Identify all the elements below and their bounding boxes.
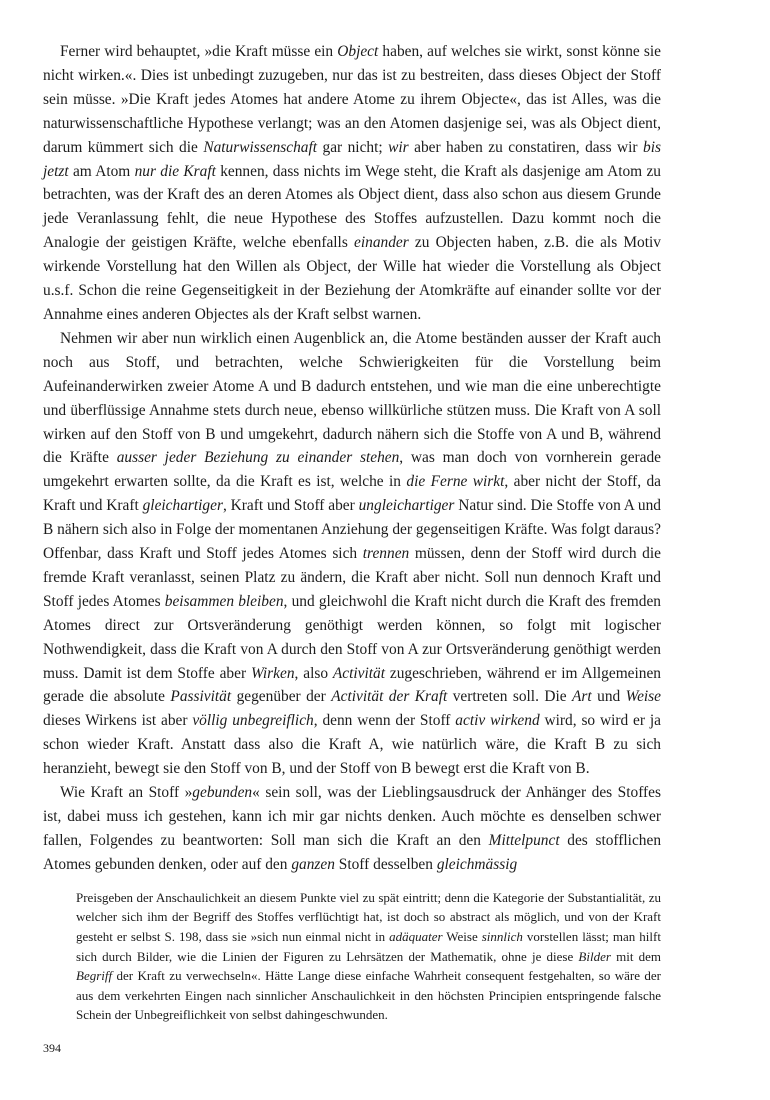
text-run: Stoff desselben — [334, 855, 437, 873]
italic-text-run: Begriff — [76, 968, 113, 984]
page-number: 394 — [43, 1041, 61, 1055]
text-run: und — [591, 688, 626, 706]
italic-text-run: ungleichartiger — [358, 497, 455, 515]
italic-text-run: Activität — [332, 664, 386, 682]
text-run: Weise — [442, 928, 482, 944]
text-run: wird, so wird er ja schon wieder Kraft. Anstatt dass also die Kraft A, wie natürlich wäre, die Kraft B zu sich heranzieht, bewegt sie den Stoff von B, und der Stoff von B bewegt erst die Kraft von B. — [43, 712, 661, 778]
italic-text-run: gebunden — [192, 784, 253, 802]
text-run: zugeschrieben, während er im Allgemeinen gerade die absolute — [43, 664, 661, 706]
italic-text-run: adäquater — [389, 928, 443, 944]
text-run: der Kraft zu verwechseln«. Hätte Lange diese einfache Wahrheit consequent festgehalten, so wäre der aus dem verkehrten Eingen nach sinnlicher Anschaulichkeit in den höchsten Principien entspringende falsche Schein der Unbegreiflichkeit von selbst dahingeschwunden. — [76, 968, 661, 1023]
text-run: « sein soll, was der Lieblingsausdruck der Anhänger des Stoffes ist, dabei muss ich gestehen, kann ich mir gar nichts denken. Auch möchte es denselben schwer fallen, Folgendes zu beantworten: Soll man sich die Kraft an den — [43, 784, 661, 849]
italic-text-run: Bilder — [578, 948, 611, 964]
italic-text-run: völlig unbegreiflich — [192, 712, 314, 730]
italic-text-run: Activität der Kraft — [331, 688, 448, 706]
footnote-block — [43, 888, 661, 1025]
text-run: zu Objecten haben, z.B. die als Motiv wirkende Vorstellung hat den Willen als Object, der Wille hat wieder die Vorstellung als Object u.s.f. Schon die reine Gegenseitigkeit in der Beziehung der Atomkräfte auf einander sollte vor der Annahme eines anderen Objectes als der Kraft selbst warnen. — [43, 234, 661, 323]
text-run: Nehmen wir aber nun wirklich einen Augenblick an, die Atome beständen ausser der Kraft auch noch aus Stoff, und betrachten, welche Schwierigkeiten für die Vorstellung beim Aufeinanderwirken zweier Atome A und B dadurch entstehen, und wie man die eine unberechtigte und überflüssige Annahme stets durch neue, ebenso willkürliche stützen muss. Die Kraft von A soll wirken auf den Stoff von B und umgekehrt, dadurch nähern sich die Stoffe von A und B, während die Kräfte — [43, 329, 661, 467]
body-paragraph — [43, 781, 661, 877]
text-run: , Kraft und Stoff aber — [222, 497, 359, 515]
italic-text-run: Object — [337, 43, 379, 60]
text-run: , also — [294, 664, 333, 682]
text-run: vorstellen lässt; man hilft sich durch Bilder, wie die Linien der Figuren zu Lehrsätzen der Mathematik, ohne je diese — [76, 928, 661, 964]
italic-text-run: beisammen bleiben — [164, 592, 284, 610]
italic-text-run: Mittelpunct — [488, 831, 560, 849]
text-run: Natur sind. Die Stoffe von A und B nähern sich also in Folge der momentanen Anziehung der gegenseitigen Kräfte. Was folgt daraus? Offenbar, dass Kraft und Stoff jedes Atomes sich — [43, 497, 662, 563]
text-run: kennen, dass nichts im Wege steht, die Kraft als dasjenige am Atom zu betrachten, was der Kraft des an deren Atomes als Object dient, dass also schon aus diesem Grunde jede Veranlassung fehlt, die neue Hypothese des Stoffes aufzustellen. Dazu kommt noch die Analogie der geistigen Kräfte, welche ebenfalls — [43, 162, 661, 252]
footnote-paragraph — [76, 888, 661, 1025]
text-run: Wie Kraft an Stoff » — [60, 784, 193, 802]
italic-text-run: sinnlich — [481, 928, 523, 944]
italic-text-run: ganzen — [291, 855, 335, 873]
italic-text-run: activ wirkend — [455, 712, 540, 730]
text-run: vertreten soll. Die — [447, 688, 573, 706]
body-paragraph — [43, 40, 661, 327]
text-run: am Atom — [68, 162, 135, 180]
text-run: haben, auf welches sie wirkt, sonst könne sie nicht wirken.«. Dies ist unbedingt zuzugeben, nur das ist zu bestreiten, dass dieses Object der Stoff sein müsse. »Die Kraft jedes Atomes hat andere Atome zu ihrem Objecte«, das ist Alles, was die naturwissenschaftliche Hypothese verlangt; was an den Atomen dasjenige sei, was als Object dient, darum kümmert sich die — [43, 43, 661, 156]
italic-text-run: ausser jeder Beziehung zu einander stehen — [116, 449, 400, 467]
text-run: , denn wenn der Stoff — [313, 712, 456, 730]
italic-text-run: bis jetzt — [43, 138, 661, 180]
italic-text-run: wir — [388, 138, 409, 156]
italic-text-run: Wirken — [250, 664, 295, 682]
italic-text-run: trennen — [362, 545, 410, 563]
italic-text-run: einander — [354, 234, 409, 252]
text-run: , was man doch von vornherein gerade umgekehrt erwarten sollte, da die Kraft es ist, welche in — [43, 449, 662, 491]
text-run: Ferner wird behauptet, »die Kraft müsse ein — [60, 43, 338, 60]
text-run: , und gleichwohl die Kraft nicht durch die Kraft des fremden Atomes direct zur Ortsveränderung genöthigt werden können, so folgt mit logischer Nothwendigkeit, dass die Kraft von A durch den Stoff von A zur Ortsveränderung genöthigt werden muss. Damit ist dem Stoffe aber — [43, 592, 661, 682]
italic-text-run: die Ferne wirkt — [406, 473, 505, 491]
text-run: mit dem — [610, 948, 661, 964]
page-body — [43, 40, 661, 1025]
text-run: , aber nicht der Stoff, da Kraft und Kraft — [43, 473, 662, 515]
main-text — [43, 40, 661, 877]
text-run: gegenüber der — [231, 688, 332, 706]
italic-text-run: gleichartiger — [142, 497, 223, 515]
italic-text-run: gleichmässig — [436, 855, 518, 873]
text-run: Preisgeben der Anschaulichkeit an diesem Punkte viel zu spät eintritt; denn die Kategorie der Substantialität, zu welcher sich ihm der Begriff des Stoffes verflüchtigt hat, ist doch so abstract als möglich, und von der Kraft gesteht er selbst S. 198, dass sie »sich nun einmal nicht in — [76, 889, 661, 944]
italic-text-run: nur die Kraft — [134, 162, 216, 180]
text-run: des stofflichen Atomes gebunden denken, oder auf den — [43, 831, 662, 873]
text-run: gar nicht; — [317, 138, 389, 156]
text-run: dieses Wirkens ist aber — [43, 712, 193, 730]
italic-text-run: Art — [572, 688, 592, 706]
italic-text-run: Weise — [625, 688, 661, 706]
body-paragraph — [43, 327, 661, 781]
text-run: müssen, denn der Stoff wird durch die fremde Kraft veranlasst, seinen Platz zu ändern, die Kraft aber nicht. Soll nun dennoch Kraft und Stoff jedes Atomes — [43, 545, 661, 610]
italic-text-run: Naturwissenschaft — [203, 138, 318, 156]
text-run: aber haben zu constatiren, dass wir — [408, 138, 644, 156]
italic-text-run: Passivität — [170, 688, 232, 706]
